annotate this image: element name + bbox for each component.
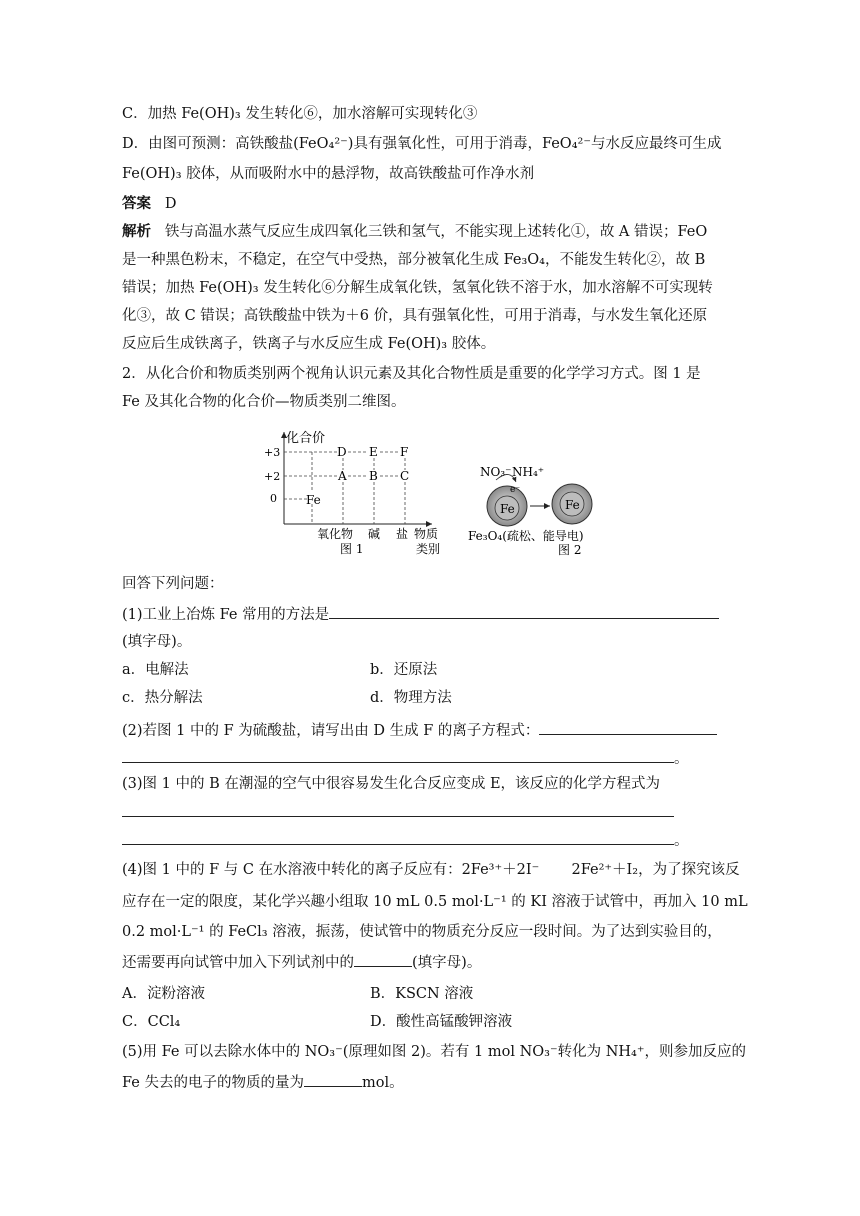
figure2-caption: 图 2: [558, 543, 582, 557]
figure1-point-F: F: [400, 445, 409, 459]
figure1-xtick-oxide: 氧化物: [317, 527, 354, 541]
sub-question-5-text-b: mol。: [361, 1075, 404, 1091]
sub-question-4-text-c: 还需要再向试管中加入下列试剂中的: [122, 955, 354, 971]
figure1-ytick-zero: 0: [270, 492, 277, 505]
figure2-no3: NO₃⁻: [480, 465, 512, 479]
sub-question-2: [122, 720, 717, 741]
period-3: 。: [674, 833, 689, 849]
figure1-xtick-base: 碱: [368, 527, 381, 541]
figure1-chart: [262, 426, 452, 558]
figure2-fe-left: Fe: [500, 502, 515, 516]
sub-question-4-text-b: 2Fe²⁺＋I₂，为了探究该反: [571, 862, 740, 878]
option-c: C．加热 Fe(OH)₃ 发生转化⑥，加水溶解可实现转化③: [122, 106, 478, 122]
option-d-line2: Fe(OH)₃ 胶体，从而吸附水中的悬浮物，故高铁酸盐可作净水剂: [122, 166, 535, 182]
sub-question-3: (3)图 1 中的 B 在潮湿的空气中很容易发生化合反应变成 E，该反应的化学方程式为: [122, 776, 661, 792]
answer-blank-2a[interactable]: [539, 720, 717, 735]
analysis-line1: [122, 222, 707, 242]
sub-question-2-text: (2)若图 1 中的 F 为硫酸盐，请写出由 D 生成 F 的离子方程式：: [122, 723, 540, 739]
option-C: C．CCl₄: [122, 1014, 181, 1030]
figure1-point-D: D: [337, 445, 347, 459]
figure1-point-C: C: [400, 469, 410, 483]
question2-line2: Fe 及其化合物的化合价—物质类别二维图。: [122, 394, 406, 410]
period-2: 。: [674, 751, 689, 767]
answer-label: 答案: [122, 195, 151, 212]
sub-question-1-end: (填字母)。: [122, 634, 192, 650]
figure1-xlabel-1: 物质: [414, 527, 439, 541]
analysis-line2: 是一种黑色粉末，不稳定，在空气中受热，部分被氧化生成 Fe₃O₄，不能发生转化②，故 B: [122, 252, 706, 268]
option-c-small: c．热分解法: [122, 690, 203, 706]
figure2-nh4: NH₄⁺: [512, 465, 545, 479]
sub-question-5-line2: [122, 1072, 404, 1093]
figure1-point-Fe: Fe: [306, 493, 321, 507]
answer-blank-3b[interactable]: [122, 830, 674, 845]
option-b: b．还原法: [370, 662, 438, 678]
figure1-xtick-salt: 盐: [396, 527, 409, 541]
figure2-diagram: [466, 458, 596, 558]
analysis-line3: 错误；加热 Fe(OH)₃ 发生转化⑥分解生成氧化铁，氢氧化铁不溶于水，加水溶解不可实现转: [122, 280, 713, 296]
figure1-point-A: A: [338, 469, 347, 483]
answer-following: 回答下列问题：: [122, 576, 224, 592]
option-D: D．酸性高锰酸钾溶液: [370, 1014, 513, 1030]
figure1-point-B: B: [369, 469, 378, 483]
sub-question-4-line3: 0.2 mol·L⁻¹ 的 FeCl₃ 溶液，振荡，使试管中的物质充分反应一段时间。为了达到实验目的，: [122, 924, 722, 940]
answer-blank-2b[interactable]: [122, 748, 674, 763]
sub-question-1-text: (1)工业上冶炼 Fe 常用的方法是: [122, 607, 330, 623]
figure1-gridlines: [284, 452, 405, 524]
answer-line: [122, 194, 176, 214]
sub-question-4-line2: 应存在一定的限度，某化学兴趣小组取 10 mL 0.5 mol·L⁻¹ 的 KI 溶液于试管中，再加入 10 mL: [122, 894, 748, 910]
figure2-label: Fe₃O₄(疏松、能导电): [468, 529, 584, 543]
sub-question-4-text-d: (填字母)。: [412, 955, 482, 971]
figure1-xlabel-2: 类别: [416, 542, 441, 556]
answer-value: D: [164, 196, 177, 212]
figure1-ytick-plus3: +3: [264, 446, 281, 459]
figure1-ylabel: 化合价: [286, 431, 326, 446]
option-d-small: d．物理方法: [370, 690, 452, 706]
sub-question-3-line2: [122, 802, 674, 823]
option-row-1: [122, 660, 189, 680]
answer-blank-1[interactable]: [329, 604, 719, 619]
sub-question-3-line3: [122, 830, 689, 851]
sub-question-1: [122, 604, 719, 625]
sub-question-4-text-a: (4)图 1 中的 F 与 C 在水溶液中转化的离子反应有：2Fe³⁺＋2I⁻: [122, 862, 540, 878]
analysis-text-1: 铁与高温水蒸气反应生成四氧化三铁和氢气，不能实现上述转化①，故 A 错误；FeO: [164, 224, 708, 240]
question2-line1: 2．从化合价和物质类别两个视角认识元素及其化合物性质是重要的化学学习方式。图 1 是: [122, 366, 701, 382]
option-d-line1: D．由图可预测：高铁酸盐(FeO₄²⁻)具有强氧化性，可用于消毒，FeO₄²⁻与水反应最终可生成: [122, 136, 722, 152]
figure1-point-E: E: [369, 445, 378, 459]
sub-question-5-text-a: Fe 失去的电子的物质的量为: [122, 1075, 304, 1091]
answer-blank-3a[interactable]: [122, 802, 674, 817]
option-B: B．KSCN 溶液: [370, 986, 474, 1002]
answer-blank-4[interactable]: [354, 952, 412, 967]
figure1-caption: 图 1: [340, 542, 364, 556]
figure2-electron: e⁻: [510, 485, 521, 495]
analysis-label: 解析: [122, 223, 151, 240]
answer-blank-5[interactable]: [304, 1072, 362, 1087]
analysis-line4: 化③，故 C 错误；高铁酸盐中铁为＋6 价，具有强氧化性，可用于消毒，与水发生氧化还原: [122, 308, 708, 324]
option-A: A．淀粉溶液: [122, 986, 205, 1002]
sub-question-5-line1: (5)用 Fe 可以去除水体中的 NO₃⁻(原理如图 2)。若有 1 mol NO₃⁻转化为 NH₄⁺，则参加反应的: [122, 1044, 747, 1060]
sub-question-4-line4: [122, 952, 481, 973]
option-a: a．电解法: [122, 662, 189, 678]
analysis-line5: 反应后生成铁离子，铁离子与水反应生成 Fe(OH)₃ 胶体。: [122, 336, 496, 352]
sub-question-4-line1: [122, 860, 740, 880]
figure1-ytick-plus2: +2: [264, 470, 281, 483]
sub-question-2-line2: [122, 748, 689, 769]
figure2-fe-right: Fe: [565, 498, 580, 512]
